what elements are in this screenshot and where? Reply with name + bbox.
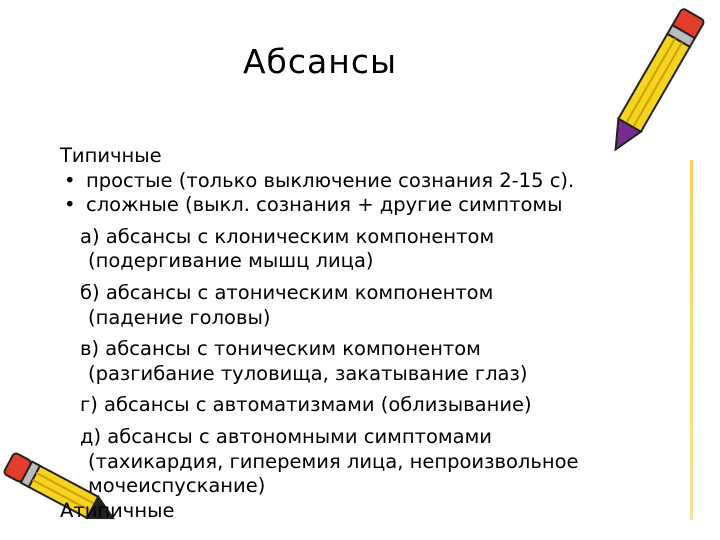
subitem-detail: (падение головы) [88, 305, 271, 329]
subitem-label: а) абсансы с клоническим компонентом [80, 224, 495, 248]
bullet-symbol: • [64, 168, 76, 192]
bullet-text: сложные (выкл. сознания + другие симптомы [86, 193, 563, 217]
subitem-label: д) абсансы с автономными симптомами [80, 424, 492, 448]
subitem-detail: (подергивание мышц лица) [88, 249, 374, 273]
bullet-text: простые (только выключение сознания 2-15 с). [86, 168, 575, 192]
subitem-label: б) абсансы с атоническим компонентом [80, 280, 494, 304]
bullet-item [60, 169, 660, 194]
decorative-line [690, 160, 693, 520]
slide-title: Абсансы [242, 42, 398, 81]
subitem-detail: мочеиспускание) [88, 474, 266, 498]
section-heading: Атипичные [60, 498, 175, 522]
subitem-label: г) абсансы с автоматизмами (облизывание) [80, 393, 532, 417]
bullet-symbol: • [64, 193, 76, 217]
content-list [60, 144, 660, 523]
bullet-item [60, 193, 660, 218]
subitem-label: в) абсансы с тоническим компонентом [80, 337, 481, 361]
subitem-detail: (тахикардия, гиперемия лица, непроизвольное [88, 449, 579, 473]
subitem-detail: (разгибание туловища, закатывание глаз) [88, 361, 528, 385]
section-heading: Типичные [60, 144, 162, 167]
